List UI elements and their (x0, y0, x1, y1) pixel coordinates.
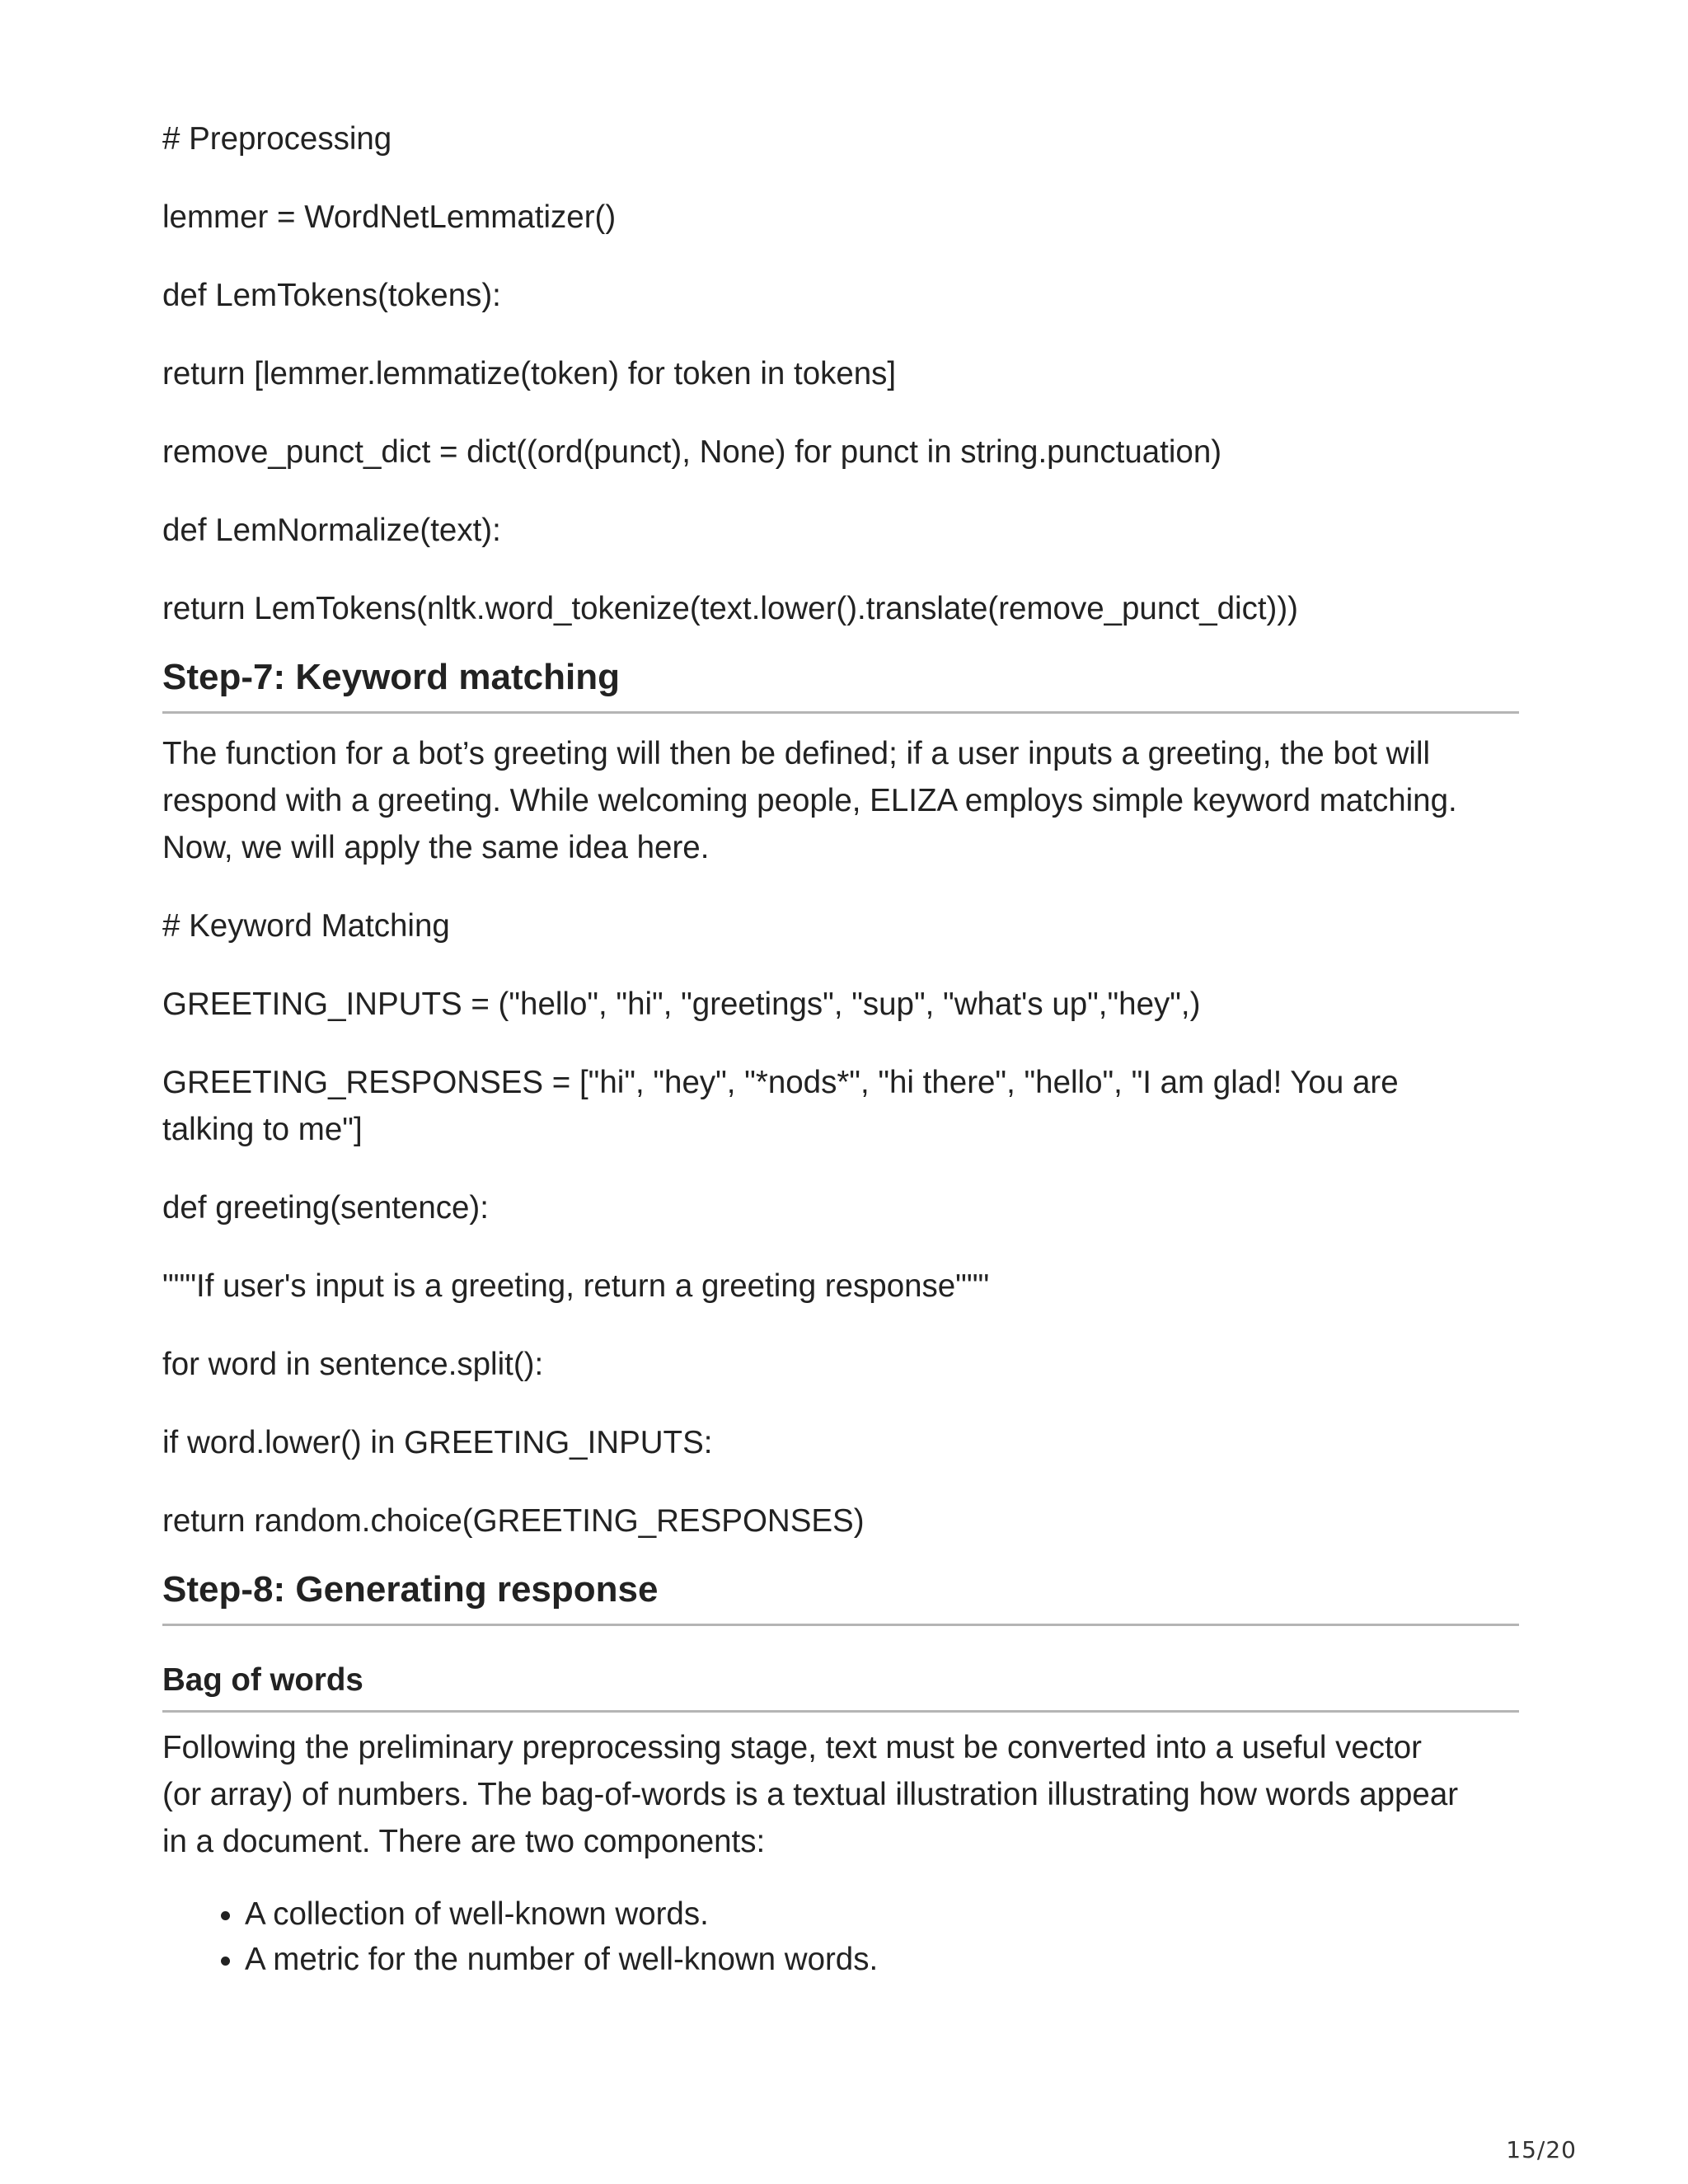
code-line: return random.choice(GREETING_RESPONSES) (162, 1503, 865, 1539)
code-line: # Preprocessing (162, 121, 392, 157)
bullet-list (162, 1891, 1519, 1982)
code-line: return LemTokens(nltk.word_tokenize(text.lower().translate(remove_punct_dict))) (162, 591, 1298, 626)
paragraph-line: The function for a bot’s greeting will then be defined; if a user inputs a greeting, the bot will (162, 736, 1431, 771)
subsection-heading-bag-of-words: Bag of words (162, 1661, 1519, 1713)
paragraph-line: Following the preliminary preprocessing stage, text must be converted into a useful vector (162, 1730, 1422, 1765)
code-line: def LemTokens(tokens): (162, 278, 501, 313)
paragraph-line: in a document. There are two components: (162, 1824, 766, 1859)
code-line: def greeting(sentence): (162, 1190, 489, 1226)
code-line: remove_punct_dict = dict((ord(punct), None) for punct in string.punctuation) (162, 434, 1222, 470)
code-line: return [lemmer.lemmatize(token) for token in tokens] (162, 356, 897, 391)
page-number: 15/20 (1506, 2136, 1577, 2163)
code-line: lemmer = WordNetLemmatizer() (162, 199, 617, 235)
code-line: """If user's input is a greeting, return a greeting response""" (162, 1268, 990, 1304)
step-8-paragraph (162, 1724, 1519, 1865)
paragraph-line: Now, we will apply the same idea here. (162, 830, 710, 865)
code-line: for word in sentence.split(): (162, 1347, 544, 1382)
paragraph-line: (or array) of numbers. The bag-of-words is a textual illustration illustrating how words appear (162, 1777, 1459, 1812)
paragraph-line: respond with a greeting. While welcoming people, ELIZA employs simple keyword matching. (162, 783, 1457, 818)
code-line: GREETING_INPUTS = ("hello", "hi", "greetings", "sup", "what's up","hey",) (162, 987, 1201, 1022)
code-line-part: GREETING_RESPONSES = ["hi", "hey", "*nods*", "hi there", "hello", "I am glad! You are (162, 1065, 1399, 1100)
section-heading-step-7: Step-7: Keyword matching (162, 655, 1519, 714)
code-comment: # Keyword Matching (162, 908, 450, 944)
code-line (162, 1059, 1519, 1153)
list-item: • A metric for the number of well-known words. (245, 1937, 1519, 1982)
section-heading-step-8: Step-8: Generating response (162, 1568, 1519, 1626)
code-line: if word.lower() in GREETING_INPUTS: (162, 1425, 713, 1460)
step-7-paragraph (162, 730, 1519, 871)
code-line: def LemNormalize(text): (162, 513, 501, 548)
document-page (162, 115, 1519, 1982)
list-item: • A collection of well-known words. (245, 1891, 1519, 1937)
code-line-part: talking to me"] (162, 1112, 363, 1147)
